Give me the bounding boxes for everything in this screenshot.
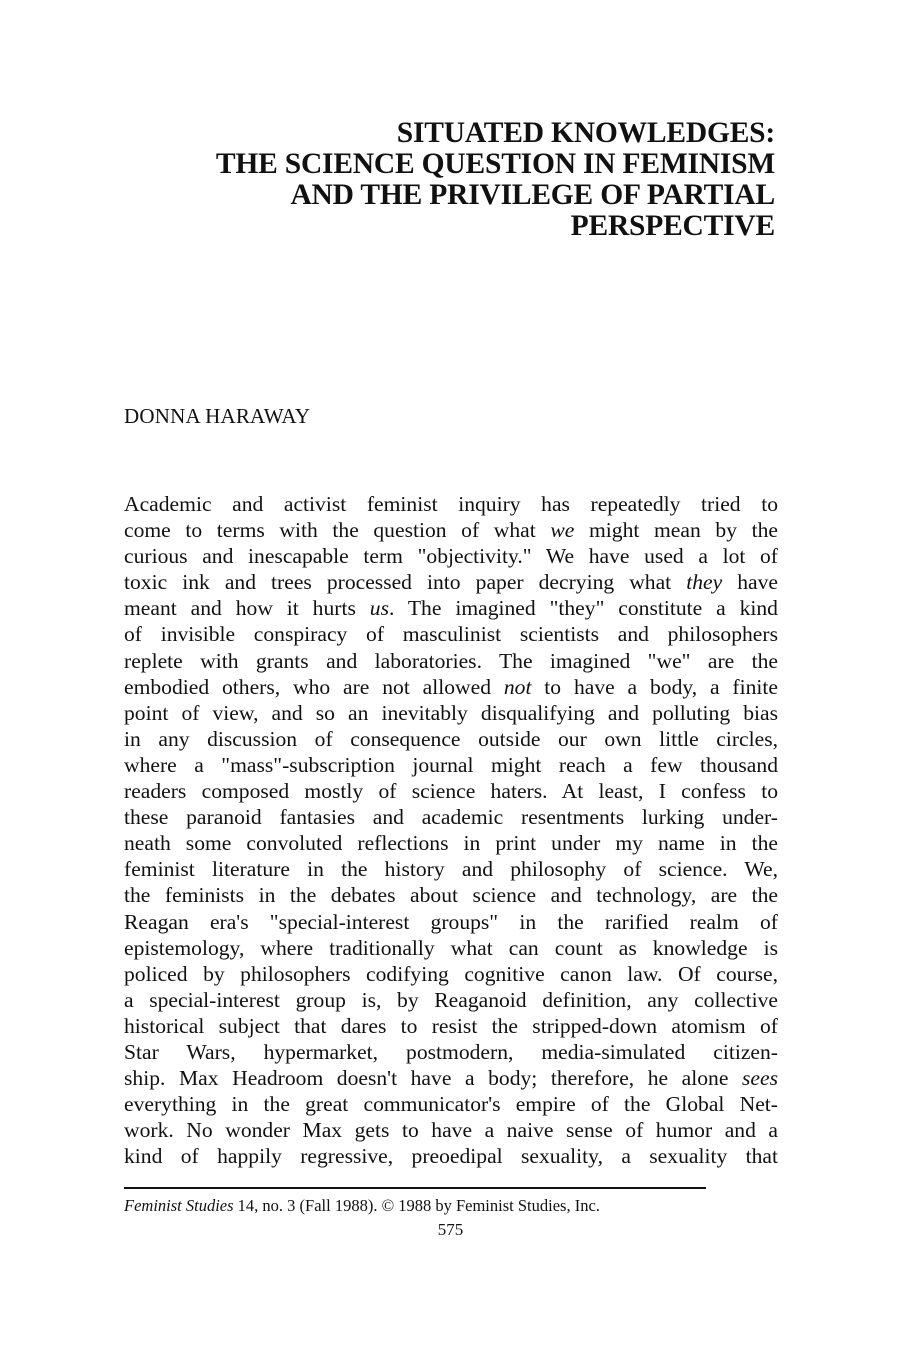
text-segment: epistemology, where traditionally what can count as knowledge is bbox=[124, 935, 778, 960]
body-line bbox=[124, 517, 778, 543]
body-line bbox=[124, 569, 778, 595]
body-line bbox=[124, 491, 778, 517]
text-segment: kind of happily regressive, preoedipal sexuality, a sexuality that bbox=[124, 1144, 778, 1169]
text-segment: meant and how it hurts bbox=[124, 596, 370, 621]
body-line bbox=[124, 700, 778, 726]
body-line bbox=[124, 648, 778, 674]
title-line: SITUATED KNOWLEDGES: bbox=[396, 117, 775, 149]
text-segment: Reagan era's "special-interest groups" in the rarified realm of bbox=[124, 909, 778, 934]
body-line bbox=[124, 543, 778, 569]
text-segment: a special-interest group is, by Reaganoid definition, any collective bbox=[124, 987, 778, 1012]
body-line bbox=[124, 987, 778, 1013]
body-line bbox=[124, 935, 778, 961]
text-segment: . The imagined "they" constitute a kind bbox=[388, 596, 778, 621]
citation-details: 14, no. 3 (Fall 1988). © 1988 by Feminist Studies, Inc. bbox=[233, 1196, 600, 1215]
text-segment: neath some convoluted reflections in print under my name in the bbox=[124, 831, 778, 856]
text-segment: work. No wonder Max gets to have a naive sense of humor and a bbox=[124, 1118, 778, 1143]
body-line bbox=[124, 778, 778, 804]
body-line bbox=[124, 1013, 778, 1039]
body-line bbox=[124, 1039, 778, 1065]
title-line: AND THE PRIVILEGE OF PARTIAL bbox=[290, 179, 775, 211]
text-segment: in any discussion of consequence outside our own little circles, bbox=[124, 726, 778, 751]
body-line bbox=[124, 674, 778, 700]
body-line bbox=[124, 909, 778, 935]
italic-text: sees bbox=[742, 1066, 778, 1091]
body-text bbox=[124, 491, 778, 1169]
body-line bbox=[124, 1065, 778, 1091]
body-line bbox=[124, 1143, 778, 1169]
article-title bbox=[150, 118, 775, 242]
text-segment: embodied others, who are not allowed bbox=[124, 674, 504, 699]
citation-footer bbox=[124, 1196, 600, 1216]
text-segment: point of view, and so an inevitably disqualifying and polluting bias bbox=[124, 700, 778, 725]
text-segment: the feminists in the debates about science and technology, are the bbox=[124, 883, 778, 908]
body-line bbox=[124, 621, 778, 647]
body-line bbox=[124, 752, 778, 778]
author-name: DONNA HARAWAY bbox=[124, 404, 311, 428]
text-segment: of invisible conspiracy of masculinist scientists and philosophers bbox=[124, 622, 778, 647]
text-segment: everything in the great communicator's empire of the Global Net- bbox=[124, 1092, 778, 1117]
italic-text: us bbox=[369, 596, 389, 621]
text-segment: Academic and activist feminist inquiry has repeatedly tried to bbox=[124, 492, 778, 516]
title-line: THE SCIENCE QUESTION IN FEMINISM bbox=[215, 148, 775, 180]
body-line bbox=[124, 595, 778, 621]
text-segment: where a "mass"-subscription journal might reach a few thousand bbox=[124, 752, 778, 777]
text-segment: come to terms with the question of what bbox=[124, 518, 551, 543]
text-segment: Star Wars, hypermarket, postmodern, media-simulated citizen- bbox=[124, 1039, 778, 1064]
page-number: 575 bbox=[437, 1220, 464, 1239]
footnote-rule bbox=[124, 1187, 706, 1189]
title-line: PERSPECTIVE bbox=[570, 210, 775, 242]
body-line bbox=[124, 882, 778, 908]
text-segment: policed by philosophers codifying cognitive canon law. Of course, bbox=[124, 961, 778, 986]
italic-text: not bbox=[503, 674, 532, 699]
text-segment: feminist literature in the history and philosophy of science. We, bbox=[124, 857, 778, 882]
body-line bbox=[124, 961, 778, 987]
text-segment: curious and inescapable term "objectivity." We have used a lot of bbox=[124, 544, 778, 569]
text-segment: might mean by the bbox=[574, 518, 778, 543]
italic-text: they bbox=[686, 570, 723, 595]
text-segment: readers composed mostly of science haters. At least, I confess to bbox=[124, 779, 778, 804]
journal-name: Feminist Studies bbox=[124, 1196, 234, 1215]
text-segment: these paranoid fantasies and academic resentments lurking under- bbox=[124, 805, 778, 830]
italic-text: we bbox=[550, 518, 575, 543]
body-line bbox=[124, 830, 778, 856]
text-segment: historical subject that dares to resist the stripped-down atomism of bbox=[124, 1013, 778, 1038]
text-segment: ship. Max Headroom doesn't have a body; therefore, he alone bbox=[124, 1066, 743, 1091]
text-segment: to have a body, a finite bbox=[531, 674, 778, 699]
body-line bbox=[124, 804, 778, 830]
body-line bbox=[124, 726, 778, 752]
text-segment: toxic ink and trees processed into paper decrying what bbox=[124, 570, 687, 595]
text-segment: replete with grants and laboratories. The imagined "we" are the bbox=[124, 648, 778, 673]
body-line bbox=[124, 856, 778, 882]
text-segment: have bbox=[722, 570, 778, 595]
body-line bbox=[124, 1117, 778, 1143]
body-line bbox=[124, 1091, 778, 1117]
